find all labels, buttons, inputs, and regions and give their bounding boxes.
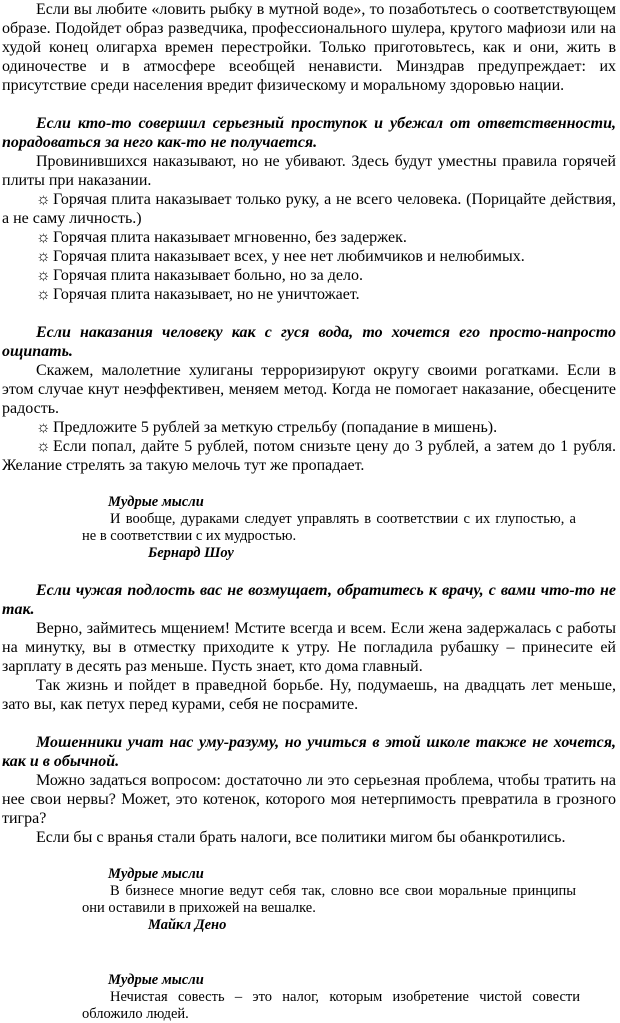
section3-heading: Если чужая подлость вас не возмущает, обратитесь к врачу, с вами что-то не так. (2, 582, 616, 618)
section2-heading: Если наказания человеку как с гуся вода, то хочется его просто-напросто ощипать. (2, 324, 616, 360)
section1-bullet (2, 228, 616, 247)
bullet-text: Предложите 5 рублей за меткую стрельбу (попадание в мишень). (53, 419, 498, 436)
sun-bullet-icon: ☼ (36, 191, 51, 208)
section2-bullet (2, 418, 616, 437)
sun-bullet-icon: ☼ (36, 438, 51, 455)
bullet-text: Горячая плита наказывает больно, но за дело. (53, 267, 363, 284)
quote-title: Мудрые мысли (108, 866, 204, 882)
wise-quote-block (2, 972, 616, 1023)
spacer (2, 953, 616, 972)
spacer (2, 934, 616, 953)
sun-bullet-icon: ☼ (36, 267, 51, 284)
section4-paragraph: Можно задаться вопросом: достаточно ли это серьезная проблема, чтобы тратить на нее свои нервы? Может, это котенок, которого моя нетерпимость превратила в грозного тигра? (2, 772, 616, 827)
quote-title: Мудрые мысли (108, 972, 204, 988)
section4-paragraph: Если бы с вранья стали брать налоги, все политики мигом бы обанкротились. (36, 829, 566, 846)
spacer (2, 95, 616, 114)
intro-paragraph: Если вы любите «ловить рыбку в мутной воде», то позаботьтесь о соответствующем образе. Подойдет образ разведчика, профессионального шулера, крутого мафиози или на худой конец олигарха времен перестройки. Только приготовьтесь, как и они, жить в одиночестве и в атмосфере всеобщей ненависти. Минздрав предупреждает: их присутствие среди населения вредит физическому и моральному здоровью нации. (2, 1, 616, 94)
quote-author: Бернард Шоу (148, 545, 234, 561)
spacer (2, 847, 616, 866)
bullet-text: Горячая плита наказывает только руку, а не всего человека. (Порицайте действия, а не саму личность.) (2, 191, 616, 227)
sun-bullet-icon: ☼ (36, 286, 51, 303)
sun-bullet-icon: ☼ (36, 229, 51, 246)
bullet-text: Горячая плита наказывает, но не уничтожает. (53, 286, 360, 303)
section2-bullet (2, 437, 616, 475)
wise-quote-block (2, 866, 616, 934)
spacer (2, 562, 616, 581)
quote-author: Майкл Дено (148, 917, 227, 933)
bullet-text: Горячая плита наказывает всех, у нее нет любимчиков и нелюбимых. (53, 248, 525, 265)
sun-bullet-icon: ☼ (36, 248, 51, 265)
section1-heading: Если кто-то совершил серьезный проступок и убежал от ответственности, порадоваться за него как-то не получается. (2, 115, 616, 151)
section3-paragraph: Так жизнь и пойдет в праведной борьбе. Ну, подумаешь, на двадцать лет меньше, зато вы, как петух перед курами, себя не посрамите. (2, 677, 616, 713)
bullet-text: Если попал, дайте 5 рублей, потом снизьте цену до 3 рублей, а затем до 1 рубля. Желание стрелять за такую мелочь тут же пропадает. (2, 438, 616, 474)
section1-bullet (2, 285, 616, 304)
section1-bullet (2, 266, 616, 285)
section1-bullet (2, 190, 616, 228)
spacer (2, 475, 616, 494)
sun-bullet-icon: ☼ (36, 419, 51, 436)
bullet-text: Горячая плита наказывает мгновенно, без задержек. (53, 229, 407, 246)
quote-text: Нечистая совесть – это налог, которым изобретение чистой совести обложило людей. (82, 989, 580, 1022)
spacer (2, 714, 616, 733)
section1-bullet (2, 247, 616, 266)
wise-quote-block (2, 494, 616, 562)
section1-text: Провинившихся наказывают, но не убивают. Здесь будут уместны правила горячей плиты при наказании. (2, 153, 616, 189)
section2-text: Скажем, малолетние хулиганы терроризируют округу своими рогатками. Если в этом случае кнут неэффективен, меняем метод. Когда не помогает наказание, обесцените радость. (2, 362, 616, 417)
quote-text: В бизнесе многие ведут себя так, словно все свои моральные принципы они оставили в прихожей на вешалке. (82, 883, 576, 916)
quote-title: Мудрые мысли (108, 494, 204, 510)
quote-text: И вообще, дураками следует управлять в соответствии с их глупостью, а не в соответствии с их мудростью. (82, 511, 576, 544)
spacer (2, 304, 616, 323)
section3-paragraph: Верно, займитесь мщением! Мстите всегда и всем. Если жена задержалась с работы на минутку, вы в отместку приходите к утру. Не погладила рубашку – принесите ей зарплату в десять раз меньше. Пусть знает, кто дома главный. (2, 620, 616, 675)
section4-heading: Мошенники учат нас уму-разуму, но учиться в этой школе также не хочется, как и в обычной. (2, 734, 616, 770)
